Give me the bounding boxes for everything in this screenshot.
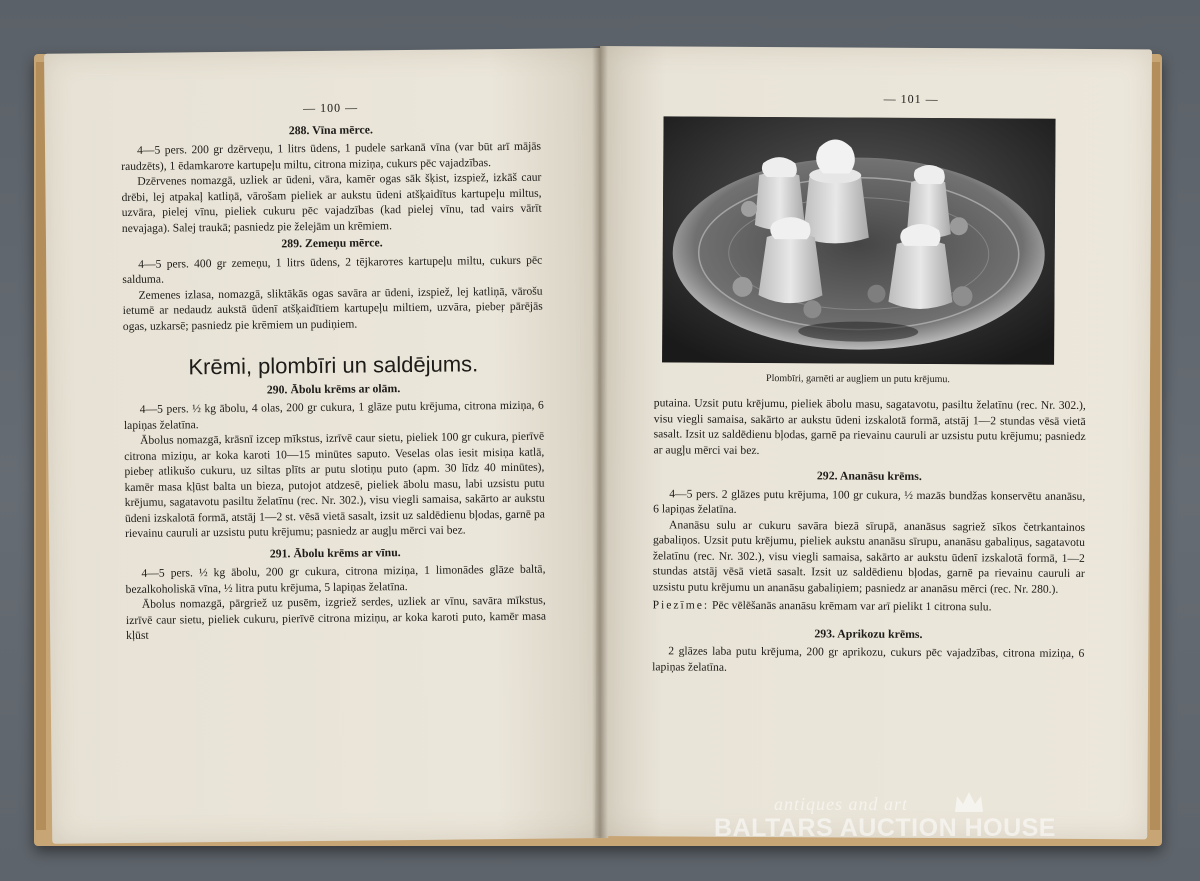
recipe-title: 293. Aprikozu krēms. — [814, 625, 923, 641]
recipe-method: Dzērvenes nomazgā, uzliek ar ūdeni, vāra, kamēr ogas sāk šķist, izspiež, izkāš caur drēbi, lej atpakaļ katliņā, vārošam pieliek ar aukstu ūdeni atšķaidītus kartupeļu miltus, uzvāra, pielej vīnu, pieliek cukuru pēc vajadzības (kad pielej vīnu, tad vairs vārīt nevajaga). Salej traukā; pasniedz pie želejām un krēmiem. — [121, 170, 542, 235]
page-number: — 100 — — [303, 100, 359, 116]
recipe-title: 289. Zemeņu mērce. — [281, 235, 383, 251]
recipe-method: Zemenes izlasa, nomazgā, sliktākās ogas savāra ar ūdeni, izspiež, lej katliņā, vārošu ietumē ar nedaudz aukstā ūdenī atšķaidītiem kartupeļu miltiem, uzvāra, piebeŗ pārējās ogas, uzkarsē; pasniedz pie krēmiem un pudiņiem. — [122, 284, 543, 333]
right-page-text — [652, 90, 1088, 677]
page-number: — 101 — — [883, 91, 939, 107]
watermark-brand: BALTARS AUCTION HOUSE — [714, 814, 1056, 842]
right-page-body — [652, 395, 1086, 677]
watermark — [714, 794, 1114, 844]
crown-icon — [952, 788, 986, 816]
cover-edge-right — [1150, 62, 1160, 830]
recipe-continuation: putaina. Uzsit putu krējumu, pieliek ābolu masu, sagatavotu, pasiltu želatīnu (rec. Nr. 302.), visu viegli samaisa, sakārto ar aukstu ūdeni izskalotā formā, atstāj 1—2 stundas vēsā vietā sasalt. Izsit uz saldēdienu bļodas, garnē pa rievainu cauruli ar uzsistu putu krējumu; pasniedz ar augļu mērci vai bez. — [653, 396, 1086, 457]
left-page-text — [121, 99, 547, 644]
photo-caption: Plombīri, garnēti ar augļiem un putu krējumu. — [766, 372, 950, 385]
recipe-ingredients: 2 glāzes laba putu krējuma, 200 gr aprikozu, cukurs pēc vajadzības, citrona miziņa, 6 lapiņas želatīna. — [652, 644, 1085, 674]
plombir-image — [662, 116, 1055, 364]
book-gutter — [592, 46, 608, 838]
recipe-method: Ananāsu sulu ar cukuru savāra biezā sīrupā, ananāsus sagriež sīkos četrkantainos gabaliņos. Uzsit putu krējumu, pieliek aukstu ananāsu sīrupu, ananāsu gabaliņus, sagatavotu želatīnu (rec. Nr. 302.), visu viegli samaisa, sakārto ar aukstu ūdenī izskalotā formā, 1—2 stundas atstāj vēsā vietā sasalt. Izsit uz saldēdienu bļodas, garnē pa rievainu cauruli ar uzsistu putu krējumu un ananāsu gabaliņiem; pasniedz ar ananāsu mērci (rec. Nr. 280.). — [652, 517, 1086, 596]
note-text: Pēc vēlēšanās ananāsu krēmam var arī pielikt 1 citrona sulu. — [712, 598, 992, 614]
recipe-method: Ābolus nomazgā, pārgriež uz pusēm, izgriež serdes, uzliek ar vīnu, savāra mīkstus, izrīvē caur sietu, pieliek cukuru, pierīvē citrona miziņu, ar koka karoti puto, kamēr masa kļūst — [125, 593, 547, 642]
left-page — [44, 48, 608, 844]
recipe-note — [653, 597, 1085, 615]
recipe-method: Ābolus nomazgā, krāsnī izcep mīkstus, izrīvē caur sietu, pieliek 100 gr cukura, pierīvē citrona miziņu, ar koka karoti 10—15 minūtes saputo. Veselas olas iesit misiņa katlā, piebeŗ atlikušo cukuru, uz siltas plīts ar putu slotiņu puto (apm. 30 līdz 40 minūtes), kamēr masa kļūst balta un bieza, putojot atdzesē, pieliek ābolu masu, labi uzsistu putu krējumu, sagatavotu pasiltu želatīnu (rec. Nr. 302.), visu viegli samaisa, sakārto ar aukstu ūdeni izskalotā formā, atstāj 1—2 st. vēsā vietā sasalt, izsit uz saldēdienu bļodas, garnē pa rievainu cauruli ar uzsistu putu krējumu; pasniedz ar augļu mērci vai bez. — [124, 429, 545, 540]
recipe-ingredients: 4—5 pers. ½ kg ābolu, 200 gr cukura, citrona miziņa, 1 limonādes glāze baltā, bezalkoholiskā vīna, ½ litra putu krējuma, 5 lapiņas želatīna. — [125, 562, 546, 596]
recipe-ingredients: 4—5 pers. 2 glāzes putu krējuma, 100 gr cukura, ½ mazās bundžas konservētu ananāsu, 6 lapiņas želatīna. — [653, 486, 1086, 516]
chapter-title: Krēmi, plombīri un saldējums. — [188, 351, 479, 380]
note-label: Piezīme: — [652, 598, 710, 612]
recipe-title: 291. Ābolu krēms ar vīnu. — [269, 544, 401, 560]
recipe-ingredients: 4—5 pers. ½ kg ābolu, 4 olas, 200 gr cukura, 1 glāze putu krējuma, citrona miziņa, 6 lapiņas želatīna. — [123, 398, 544, 432]
right-page — [595, 46, 1152, 839]
recipe-title: 288. Vīna mērce. — [288, 121, 373, 137]
recipe-title: 290. Ābolu krēms ar olām. — [266, 380, 401, 397]
dessert-photo — [662, 116, 1055, 364]
recipe-title: 292. Ananāsu krēms. — [816, 468, 922, 483]
recipe-ingredients: 4—5 pers. 200 gr dzērveņu, 1 litrs ūdens, 1 pudele sarkanā vīna (var būt arī mājās raudzēts), 1 ēdamkaroте kartupeļu miltu, citrona miziņa, cukurs pēc vajadzības. — [121, 139, 542, 173]
watermark-tagline: antiques and art — [774, 794, 909, 814]
recipe-ingredients: 4—5 pers. 400 gr zemeņu, 1 litrs ūdens, 2 tējkaroтes kartupeļu miltu, cukurs pēc salduma. — [122, 253, 543, 287]
